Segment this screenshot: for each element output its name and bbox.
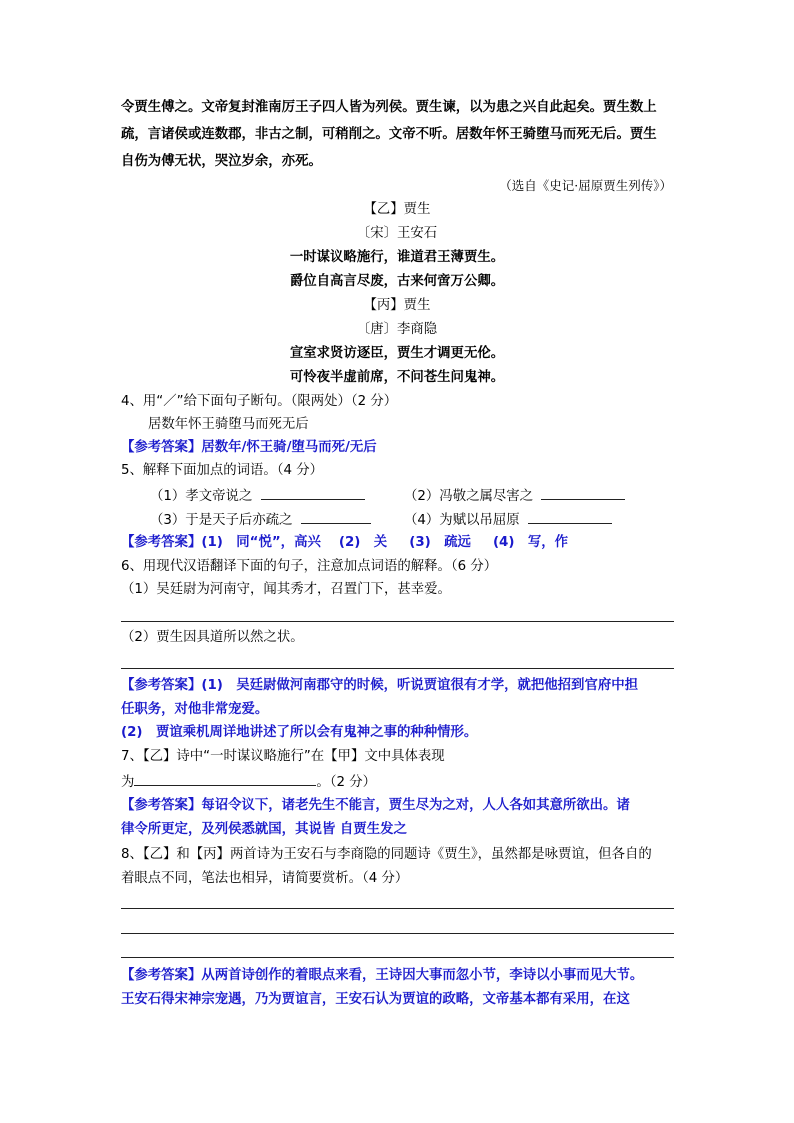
q5-item-3-row [150, 509, 375, 531]
poem-bing-line-1: 宣室求贤访逐臣，贾生才调更无伦。 [289, 346, 505, 361]
q5-item-2: （2）冯敬之属尽害之 [404, 489, 534, 504]
q5-answer-part-2: (2) 关 [338, 535, 388, 550]
q6-item-1: （1）吴廷尉为河南守，闻其秀才，召置门下，甚幸爱。 [121, 582, 451, 597]
passage-source: （选自《史记·屈原贾生列传》） [499, 178, 672, 193]
q6-answer-line-1[interactable] [121, 621, 674, 622]
q6-answer-line-2-text: 任职务，对他非常宠爱。 [121, 702, 269, 717]
q5-answer-part-3: (3) 疏远 [409, 535, 471, 550]
q6-answer-line-2[interactable] [121, 668, 674, 669]
q7-question: 7、【乙】诗中“一时谋议略施行”在【甲】文中具体表现 [121, 749, 445, 764]
q7-suffix: 。（2 分） [316, 775, 377, 790]
q8-answer-line-2-text: 王安石得宋神宗宠遇，乃为贾谊言，王安石认为贾谊的政略，文帝基本都有采用，在这 [121, 992, 630, 1007]
poem-bing-heading: 【丙】贾生 [363, 298, 431, 313]
q8-answer-line-1-text: 【参考答案】从两首诗创作的着眼点来看，王诗因大事而忽小节，李诗以小事而见大节。 [121, 968, 644, 983]
poem-yi-line-2: 爵位自高言尽废，古来何啻万公卿。 [289, 274, 505, 289]
poem-yi-author: 〔宋〕王安石 [356, 226, 438, 241]
poem-yi-heading: 【乙】贾生 [363, 202, 431, 217]
q4-sentence: 居数年怀王骑堕马而死无后 [148, 417, 309, 432]
q8-answer-line-1[interactable] [121, 908, 674, 909]
q5-item-4-row [404, 509, 616, 531]
q5-blank-3[interactable] [301, 509, 371, 524]
q5-blank-4[interactable] [528, 509, 612, 524]
q7-answer-line-2: 律令所更定，及列侯悉就国，其说皆 自贾生发之 [121, 822, 407, 837]
passage-line-3: 自伤为傅无状，哭泣岁余，亦死。 [121, 154, 322, 169]
q5-answer [121, 533, 568, 553]
q6-question: 6、用现代汉语翻译下面的句子，注意加点词语的解释。（6 分） [121, 559, 498, 574]
poem-yi-line-1: 一时谋议略施行，谁道君王薄贾生。 [289, 250, 505, 265]
q5-blank-2[interactable] [541, 485, 625, 500]
q6-item-2: （2）贾生因具道所以然之状。 [121, 630, 304, 645]
q8-answer-line-2[interactable] [121, 933, 674, 934]
q5-blank-1[interactable] [261, 485, 365, 500]
poem-bing-line-2: 可怜夜半虚前席，不问苍生问鬼神。 [289, 370, 505, 385]
q4-answer: 【参考答案】居数年/怀王骑/堕马而死/无后 [121, 440, 377, 455]
q5-item-2-row [404, 485, 629, 507]
q7-blank[interactable] [134, 771, 316, 786]
q5-item-1-row [150, 485, 369, 507]
q8-answer-line-3[interactable] [121, 957, 674, 958]
q5-item-3: （3）于是天子后亦疏之 [150, 513, 293, 528]
q8-question-line-1: 8、【乙】和【丙】两首诗为王安石与李商隐的同题诗《贾生》，虽然都是咏贾谊，但各自的 [121, 847, 652, 862]
q5-item-1: （1）孝文帝说之 [150, 489, 253, 504]
q6-answer-line-1-text: 【参考答案】(1) 吴廷尉做河南郡守的时候，听说贾谊很有才学，就把他招到官府中担 [121, 678, 639, 693]
poem-bing-author: 〔唐〕李商隐 [356, 322, 438, 337]
q6-answer-line-3-text: (2) 贾谊乘机周详地讲述了所以会有鬼神之事的种种情形。 [121, 725, 478, 740]
q7-prefix: 为 [121, 775, 135, 790]
passage-line-1: 令贾生傅之。文帝复封淮南厉王子四人皆为列侯。贾生谏，以为患之兴自此起矣。贾生数上 [121, 100, 657, 115]
q5-item-4: （4）为赋以吊屈原 [404, 513, 520, 528]
q8-question-line-2: 着眼点不同，笔法也相异，请简要赏析。（4 分） [121, 871, 409, 886]
q5-question: 5、解释下面加点的词语。（4 分） [121, 463, 324, 478]
q7-answer-line-1: 【参考答案】每诏令议下，诸老先生不能言，贾生尽为之对，人人各如其意所欲出。诸 [121, 798, 630, 813]
q5-answer-part-4: (4) 写，作 [492, 535, 569, 550]
q5-answer-label: 【参考答案】 [121, 535, 202, 550]
q4-question: 4、用“／”给下面句子断句。（限两处）（2 分） [121, 394, 398, 409]
passage-line-2: 疏，言诸侯或连数郡，非古之制，可稍削之。文帝不听。居数年怀王骑堕马而死无后。贾生 [121, 127, 657, 142]
q5-answer-part-1: (1) 同“悦”，高兴 [201, 535, 321, 550]
q7-fill-row [121, 771, 376, 793]
